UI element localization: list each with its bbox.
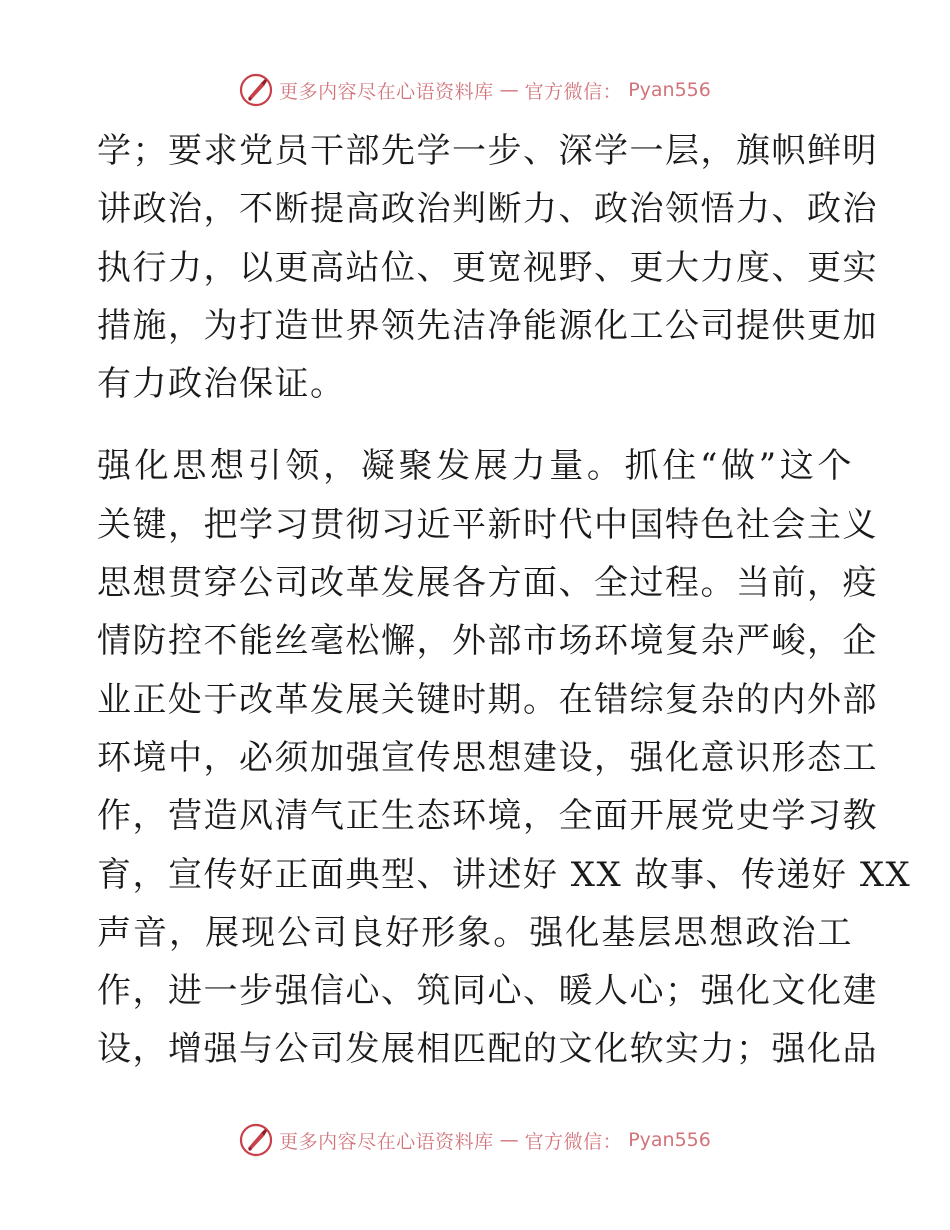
site-name: 更多内容尽在心语资料库: [279, 1130, 494, 1153]
paragraph-1: [97, 122, 878, 413]
text-line: 业正处于改革发展关键时期。在错综复杂的内外部: [97, 679, 878, 720]
wechat-label: 官方微信：: [524, 80, 623, 103]
text-line: 声音，展现公司良好形象。强化基层思想政治工: [97, 912, 853, 953]
header-watermark: [0, 70, 950, 110]
wechat-handle: Pyan556: [628, 1129, 711, 1151]
site-name: 更多内容尽在心语资料库: [279, 80, 494, 103]
wechat-label: 官方微信：: [524, 1130, 623, 1153]
text-line: 措施，为打造世界领先洁净能源化工公司提供更加: [97, 305, 878, 346]
text-line: 思想贯穿公司改革发展各方面、全过程。当前，疫: [97, 563, 878, 604]
quill-pen-logo-icon: [239, 73, 273, 107]
text-line: 作，营造风清气正生态环境，全面开展党史学习教: [97, 796, 878, 837]
text-line: 环境中，必须加强宣传思想建设，强化意识形态工: [97, 737, 878, 778]
quill-pen-logo-icon: [239, 1123, 273, 1157]
paragraph-2: [97, 437, 912, 1078]
text-line: 讲政治，不断提高政治判断力、政治领悟力、政治: [97, 189, 878, 230]
text-line: 作，进一步强信心、筑同心、暖人心；强化文化建: [97, 971, 878, 1012]
text-line: 执行力，以更高站位、更宽视野、更大力度、更实: [97, 247, 878, 288]
wechat-handle: Pyan556: [628, 79, 711, 101]
separator-dash: —: [499, 79, 519, 101]
text-line: 有力政治保证。: [97, 364, 346, 405]
text-line: 学；要求党员干部先学一步、深学一层，旗帜鲜明: [97, 131, 878, 171]
text-line: 关键，把学习贯彻习近平新时代中国特色社会主义: [97, 504, 878, 545]
document-body: [97, 122, 912, 1079]
text-line: 强化思想引领，凝聚发展力量。抓住“做”这个: [97, 446, 853, 487]
separator-dash: —: [499, 1129, 519, 1151]
text-line: 情防控不能丝毫松懈，外部市场环境复杂严峻，企: [97, 621, 878, 662]
text-line: 设，增强与公司发展相匹配的文化软实力；强化品: [97, 1029, 878, 1070]
footer-watermark: [0, 1120, 950, 1160]
text-line: 育，宣传好正面典型、讲述好 XX 故事、传递好 XX: [97, 854, 912, 895]
